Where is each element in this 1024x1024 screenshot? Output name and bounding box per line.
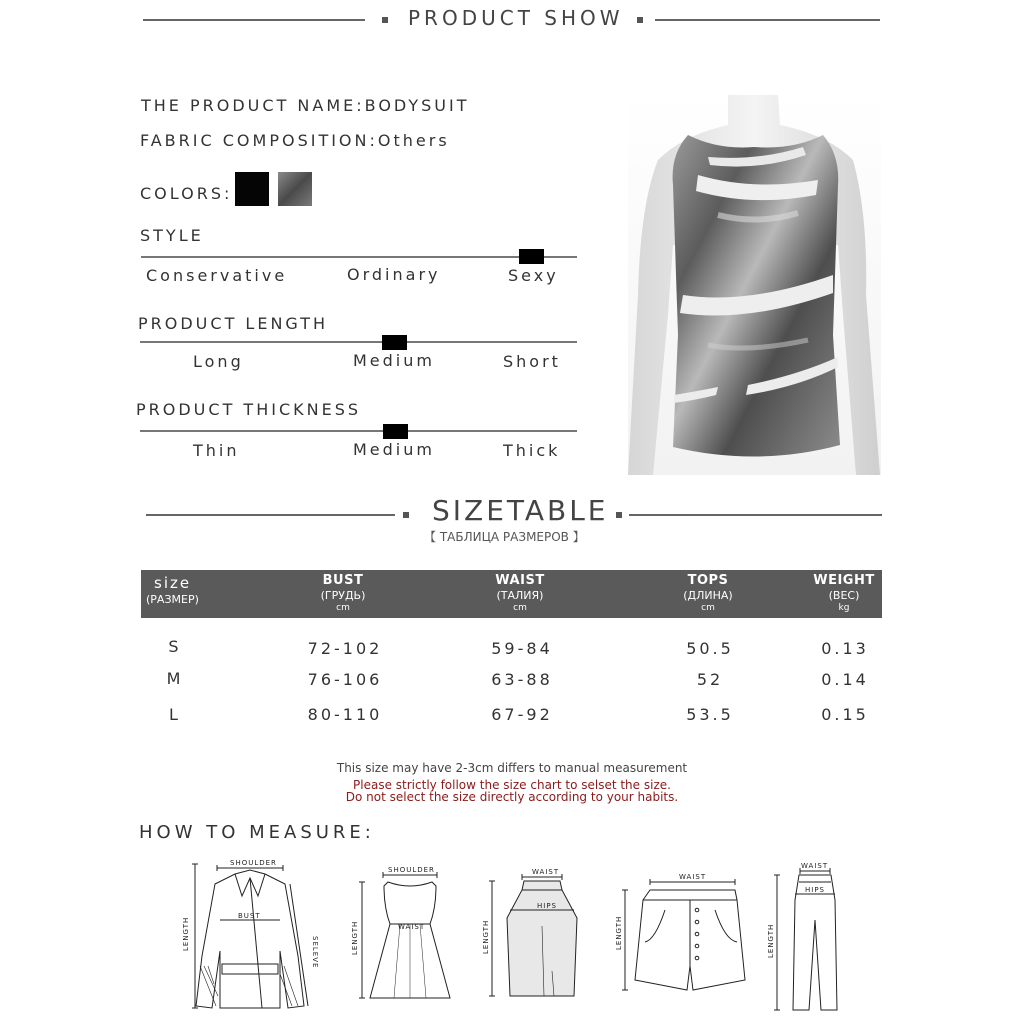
header-rule-right	[655, 19, 880, 21]
color-swatch-silver[interactable]	[278, 172, 312, 206]
style-scale-marker	[519, 249, 544, 264]
header-bust-unit: cm	[336, 603, 350, 613]
length-option-medium: Medium	[353, 351, 435, 370]
length-option-long: Long	[193, 352, 244, 371]
thickness-scale-marker	[383, 424, 408, 439]
cell-tops: 52	[696, 670, 724, 689]
cell-weight: 0.14	[821, 670, 869, 689]
header-bust-label: BUST	[322, 573, 364, 588]
sizetable-dot-right	[616, 512, 622, 518]
style-option-sexy: Sexy	[508, 266, 559, 285]
sizetable-rule-right	[629, 514, 882, 516]
length-scale-track	[140, 341, 577, 343]
header-waist-unit: cm	[513, 603, 527, 613]
length-scale-title: PRODUCT LENGTH	[138, 314, 329, 333]
cell-bust: 76-106	[307, 670, 383, 689]
fabric-row	[140, 131, 450, 150]
note-warning-2: Do not select the size directly according to your habits.	[345, 790, 679, 804]
style-scale-track	[141, 256, 577, 258]
style-scale-title: STYLE	[140, 226, 204, 245]
product-name-label: THE PRODUCT NAME:	[141, 96, 365, 115]
header-waist-sub: (ТАЛИЯ)	[496, 589, 544, 602]
size-table-header	[141, 570, 882, 618]
header-size	[146, 574, 206, 606]
shorts-label-length: LENGTH	[615, 915, 623, 950]
skirt-label-waist: WAIST	[532, 868, 560, 876]
cell-weight: 0.15	[821, 705, 869, 724]
fabric-label: FABRIC COMPOSITION:	[140, 131, 378, 150]
length-option-short: Short	[503, 352, 561, 371]
header-weight-unit: kg	[838, 603, 850, 613]
cell-weight: 0.13	[821, 639, 869, 658]
cell-size: M	[166, 669, 184, 688]
jacket-label-sleeve: SELEVE	[311, 936, 319, 969]
thickness-option-thick: Thick	[503, 441, 561, 460]
sizetable-title: SIZETABLE	[432, 494, 609, 527]
note-warning-1: Please strictly follow the size chart to selset the size.	[353, 778, 671, 792]
header-waist	[480, 573, 560, 613]
header-rule-left	[143, 19, 365, 21]
dress-label-length: LENGTH	[351, 920, 359, 955]
cell-tops: 53.5	[686, 705, 734, 724]
thickness-option-medium: Medium	[353, 440, 435, 459]
cell-waist: 63-88	[491, 670, 553, 689]
dress-label-waist: WAIST	[398, 923, 426, 931]
style-option-ordinary: Ordinary	[347, 265, 441, 284]
pants-label-length: LENGTH	[767, 923, 775, 958]
thickness-scale-track	[140, 430, 577, 432]
jacket-diagram	[180, 856, 325, 1016]
skirt-label-hips: HIPS	[537, 902, 557, 910]
shorts-label-waist: WAIST	[679, 873, 707, 881]
how-to-measure-title: HOW TO MEASURE:	[139, 822, 375, 843]
colors-label: COLORS:	[140, 184, 233, 203]
cell-bust: 72-102	[307, 639, 383, 658]
header-dot-left	[382, 17, 388, 23]
sizetable-subtitle: 【 ТАБЛИЦА РАЗМЕРОВ 】	[424, 530, 585, 544]
header-waist-label: WAIST	[495, 573, 545, 588]
sizetable-rule-left	[146, 514, 395, 516]
header-bust	[303, 573, 383, 613]
header-tops-unit: cm	[701, 603, 715, 613]
length-scale-marker	[382, 335, 407, 350]
header-tops-sub: (ДЛИНА)	[683, 589, 733, 602]
cell-bust: 80-110	[307, 705, 383, 724]
skirt-label-length: LENGTH	[482, 919, 490, 954]
note-measurement: This size may have 2-3cm differs to manual measurement	[336, 761, 688, 775]
header-weight-sub: (ВЕС)	[828, 589, 860, 602]
fabric-value: Others	[377, 131, 450, 150]
pants-label-hips: HIPS	[805, 886, 825, 894]
pants-diagram	[765, 860, 865, 1016]
header-tops	[668, 573, 748, 613]
product-name-row	[141, 96, 470, 115]
skirt-diagram	[482, 866, 592, 1016]
thickness-option-thin: Thin	[193, 441, 240, 460]
header-size-sub: (РАЗМЕР)	[146, 593, 199, 606]
cell-waist: 67-92	[491, 705, 553, 724]
dress-label-shoulder: SHOULDER	[388, 866, 435, 874]
header-weight-label: WEIGHT	[813, 573, 875, 588]
shorts-diagram	[615, 870, 765, 1000]
cell-size: L	[169, 705, 181, 724]
style-option-conservative: Conservative	[146, 266, 288, 285]
jacket-label-bust: BUST	[238, 912, 261, 920]
product-photo	[628, 95, 881, 475]
cell-tops: 50.5	[686, 639, 734, 658]
sizetable-dot-left	[403, 512, 409, 518]
jacket-label-length: LENGTH	[182, 916, 190, 951]
pants-label-waist: WAIST	[801, 862, 829, 870]
header-dot-right	[637, 17, 643, 23]
header-tops-label: TOPS	[687, 573, 729, 588]
jacket-label-shoulder: SHOULDER	[230, 859, 277, 867]
cell-size: S	[168, 637, 182, 656]
thickness-scale-title: PRODUCT THICKNESS	[136, 400, 361, 419]
header-weight	[804, 573, 884, 613]
product-name-value: BODYSUIT	[364, 96, 470, 115]
dress-diagram	[350, 860, 460, 1015]
page-title: PRODUCT SHOW	[408, 6, 624, 30]
cell-waist: 59-84	[491, 639, 553, 658]
header-size-label: size	[154, 574, 192, 592]
color-swatch-black[interactable]	[235, 172, 269, 206]
header-bust-sub: (ГРУДЬ)	[320, 589, 366, 602]
